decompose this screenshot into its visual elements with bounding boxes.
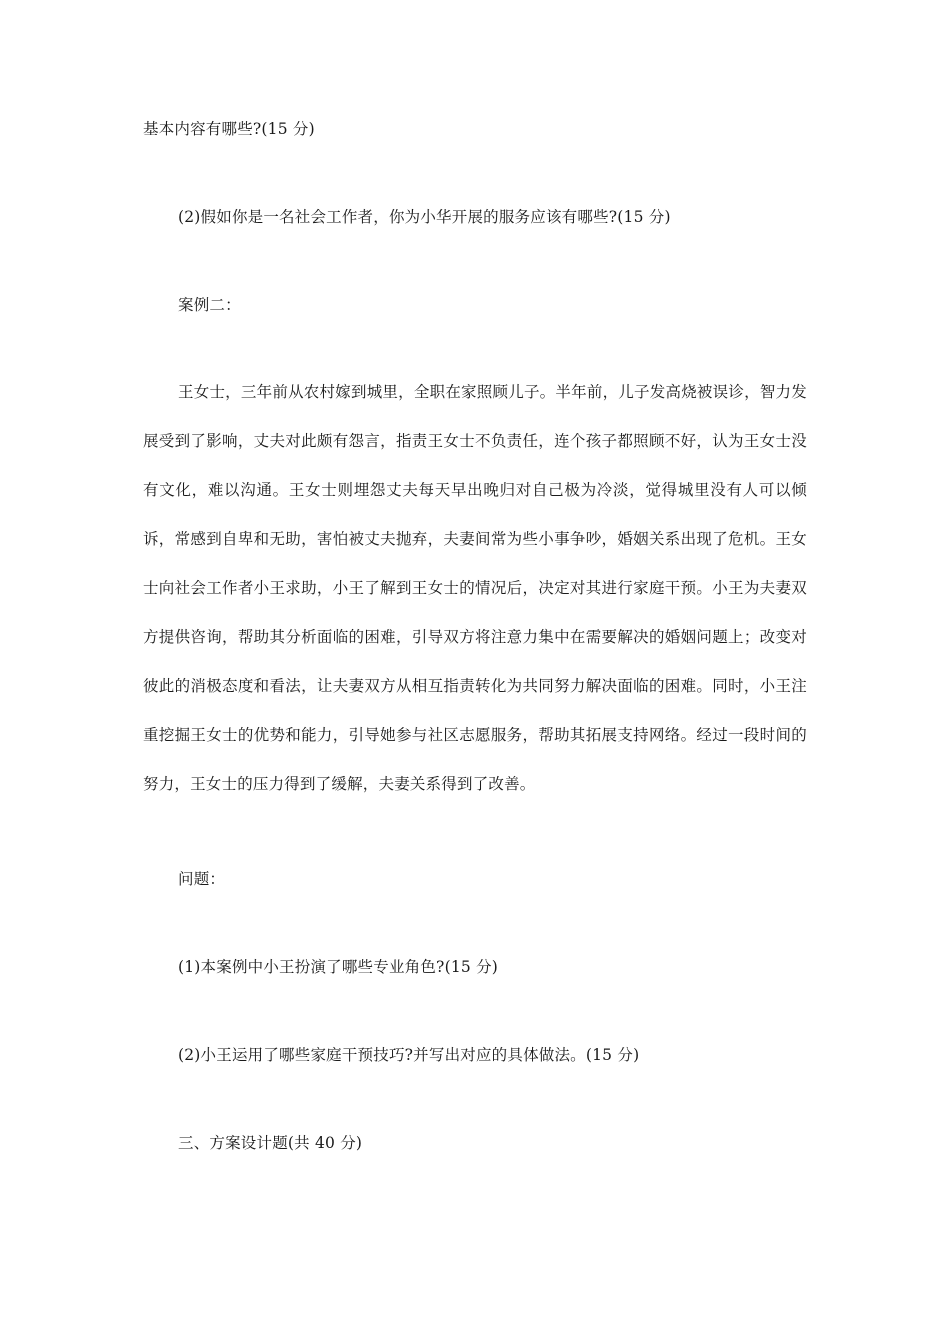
case2-question-1: (1)本案例中小王扮演了哪些专业角色?(15 分)	[178, 958, 499, 976]
questions-heading: 问题：	[178, 870, 226, 888]
case1-question-2: (2)假如你是一名社会工作者，你为小华开展的服务应该有哪些?(15 分)	[178, 208, 671, 226]
case2-question-2: (2)小王运用了哪些家庭干预技巧?并写出对应的具体做法。(15 分)	[178, 1046, 640, 1064]
continuation-line: 基本内容有哪些?(15 分)	[143, 120, 315, 138]
case2-paragraph: 王女士，三年前从农村嫁到城里，全职在家照顾儿子。半年前，儿子发高烧被误诊，智力发展受到了影响，丈夫对此颇有怨言，指责王女士不负责任，连个孩子都照顾不好，认为王女士没有文化，难以沟通。王女士则埋怨丈夫每天早出晚归对自己极为冷淡，觉得城里没有人可以倾诉，常感到自卑和无助，害怕被丈夫抛弃，夫妻间常为些小事争吵，婚姻关系出现了危机。王女士向社会工作者小王求助，小王了解到王女士的情况后，决定对其进行家庭干预。小王为夫妻双方提供咨询，帮助其分析面临的困难，引导双方将注意力集中在需要解决的婚姻问题上；改变对彼此的消极态度和看法，让夫妻双方从相互指责转化为共同努力解决面临的困难。同时，小王注重挖掘王女士的优势和能力，引导她参与社区志愿服务，帮助其拓展支持网络。经过一段时间的努力，王女士的压力得到了缓解，夫妻关系得到了改善。	[143, 383, 807, 793]
case2-heading: 案例二：	[178, 296, 241, 314]
section3-heading: 三、方案设计题(共 40 分)	[178, 1134, 363, 1152]
